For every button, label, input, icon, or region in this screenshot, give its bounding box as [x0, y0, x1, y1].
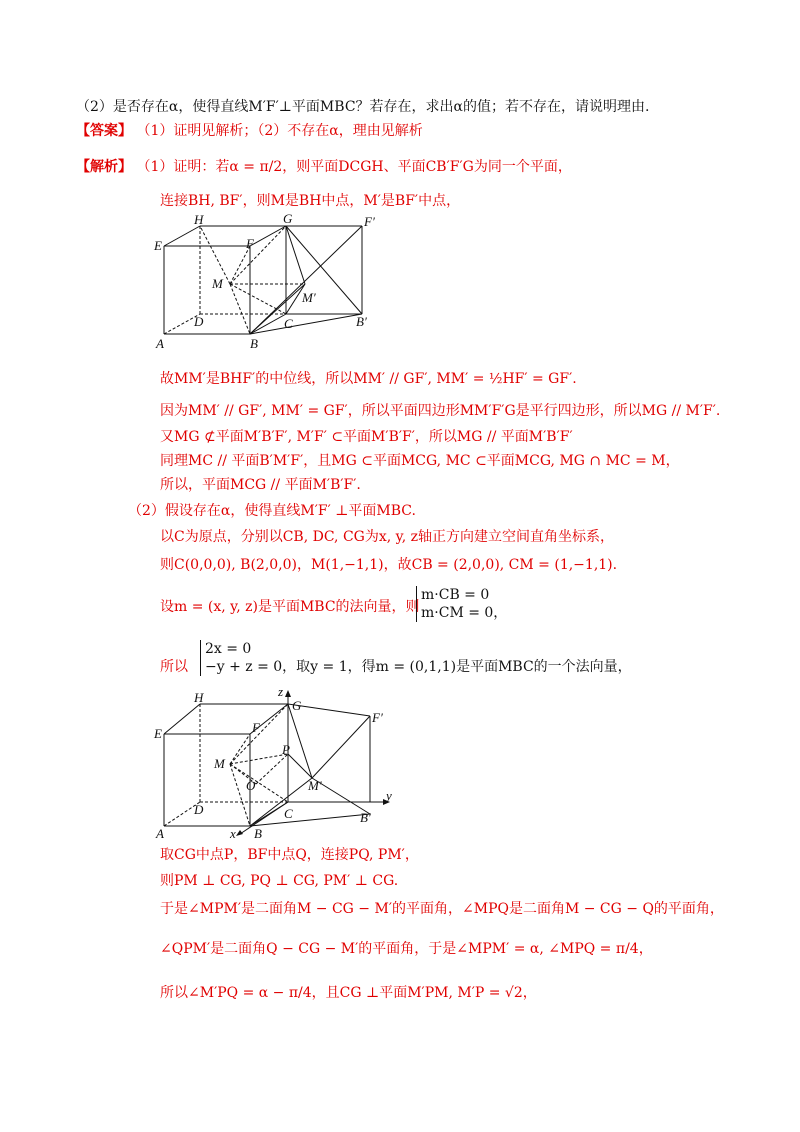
- analysis-line: （1）证明：若α = π/2，则平面DCGH、平面CB′F′G为同一个平面，: [136, 159, 572, 175]
- figure-2-label: M: [214, 756, 225, 771]
- analysis-line: 以C为原点，分别以CB, DC, CG为x, y, z轴正方向建立空间直角坐标系，: [160, 529, 614, 545]
- analysis-tag: 【解析】: [76, 159, 132, 175]
- equation: −y + z = 0，取y = 1，得m = (0,1,1)是平面MBC的一个法向量，: [205, 659, 632, 675]
- analysis-line: 故MM′是BHF′的中位线，所以MM′ // GF′, MM′ = ½HF′ = GF′.: [160, 371, 577, 387]
- answer-row: [76, 122, 423, 140]
- analysis-line: ∠QPM′是二面角Q − CG − M′的平面角，于是∠MPM′ = α, ∠MPQ = π/4，: [160, 941, 653, 957]
- analysis-line: 于是∠MPM′是二面角M − CG − M′的平面角，∠MPQ是二面角M − CG − Q的平面角，: [160, 901, 724, 917]
- figure-2-label: D: [194, 802, 204, 817]
- analysis-row-1: [76, 158, 572, 176]
- analysis-line: 则PM ⊥ CG, PQ ⊥ CG, PM′ ⊥ CG.: [160, 873, 399, 889]
- answer-tag: 【答案】: [76, 123, 132, 139]
- figure-1-label: A: [156, 336, 164, 351]
- figure-2-label: M′: [308, 778, 322, 793]
- figure-2-coordinate-diagram: [150, 688, 400, 840]
- equation: 2x = 0: [205, 641, 252, 657]
- figure-2-label: G: [292, 698, 302, 713]
- figure-2-label: A: [156, 826, 164, 840]
- figure-1-label: C: [284, 316, 293, 331]
- figure-1-label: M′: [302, 290, 316, 305]
- figure-2-label: x: [230, 826, 236, 840]
- analysis-line: 取CG中点P，BF中点Q，连接PQ, PM′，: [160, 847, 419, 863]
- figure-1-label: G: [283, 214, 293, 226]
- equation: m·CM = 0，: [421, 605, 508, 621]
- figure-1-label: B′: [356, 314, 367, 329]
- analysis-line: 因为MM′ // GF′, MM′ = GF′，所以平面四边形MM′F′G是平行四边形，所以MG // M′F′.: [160, 403, 721, 419]
- equation-system-1: [416, 586, 507, 622]
- answer-text: （1）证明见解析；（2）不存在α，理由见解析: [136, 123, 423, 139]
- equation-system-2: [200, 640, 632, 676]
- figure-1-label: F′: [364, 214, 375, 229]
- figure-2-label: E: [154, 726, 162, 741]
- analysis-line: 同理MC // 平面B′M′F′，且MG ⊂平面MCG, MC ⊂平面MCG, MG ∩ MC = M，: [160, 453, 680, 469]
- figure-2-label: O: [246, 778, 256, 793]
- analysis-line: 又MG ⊄平面M′B′F′, M′F′ ⊂平面M′B′F′，所以MG // 平面M′B′F′: [160, 429, 573, 445]
- analysis-line: 设m = (x, y, z)是平面MBC的法向量，则: [160, 599, 420, 615]
- equation: m·CB = 0: [421, 587, 490, 603]
- figure-2-label: B: [254, 826, 262, 840]
- figure-2-label: F′: [372, 710, 383, 725]
- figure-1-label: M: [212, 276, 223, 291]
- figure-1-label: D: [194, 314, 204, 329]
- figure-2-label: P: [282, 742, 290, 757]
- analysis-line: 所以∠M′PQ = α − π/4，且CG ⊥平面M′PM, M′P = √2，: [160, 985, 537, 1001]
- figure-2-label: F: [252, 720, 260, 735]
- question-2: （2）是否存在α，使得直线M′F′⊥平面MBC？若存在，求出α的值；若不存在，请说明理由.: [76, 99, 650, 115]
- analysis-line: 连接BH, BF′，则M是BH中点，M′是BF′中点，: [160, 193, 461, 209]
- figure-2-label: H: [194, 690, 204, 705]
- figure-1-label: B: [250, 336, 258, 351]
- figure-1-label: E: [154, 238, 162, 253]
- figure-1-label: F: [246, 236, 254, 251]
- analysis-line: （2）假设存在α，使得直线M′F′ ⊥平面MBC.: [128, 503, 416, 519]
- analysis-line: 所以，平面MCG // 平面M′B′F′.: [160, 477, 361, 493]
- analysis-line: 所以: [160, 659, 188, 675]
- figure-2-label: z: [278, 688, 284, 699]
- figure-2-label: y: [386, 788, 392, 803]
- figure-2-label: C: [284, 806, 293, 821]
- figure-1-cube-diagram: [150, 214, 390, 354]
- figure-2-label: B′: [360, 810, 371, 825]
- analysis-line: 则C(0,0,0), B(2,0,0)，M(1,−1,1)，故CB = (2,0,0), CM = (1,−1,1).: [160, 557, 618, 573]
- figure-1-label: H: [194, 214, 204, 227]
